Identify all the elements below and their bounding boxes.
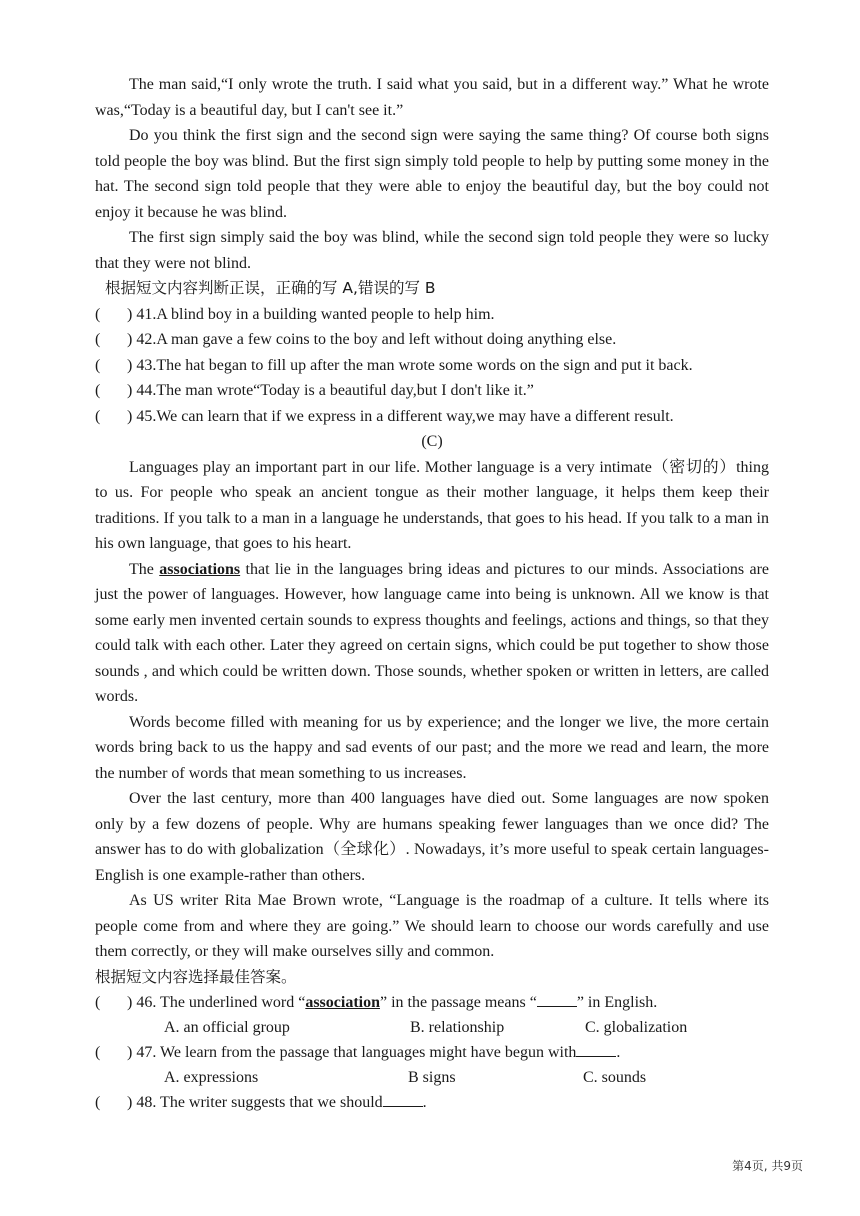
underlined-word: associations bbox=[159, 560, 241, 578]
question-text-part: . bbox=[422, 1094, 427, 1111]
section-title: (C) bbox=[421, 433, 443, 450]
question-text: ) 45.We can learn that if we express in a different way,we may have a different result. bbox=[127, 407, 674, 425]
paragraph bbox=[95, 557, 769, 710]
multiple-choice-instruction: 根据短文内容选择最佳答案。 bbox=[95, 967, 297, 986]
options-47 bbox=[95, 1066, 769, 1091]
paragraph: The man said,“I only wrote the truth. I said what you said, but in a different way.” What he wrote was,“Today is a beautiful day, but I can't see it.” bbox=[95, 76, 769, 119]
paragraph: Over the last century, more than 400 languages have died out. Some languages are now spoken only by a few dozens of people. Why are humans speaking fewer languages than we once did? The answer has to do with globalization（全球化）. Nowadays, it’s more useful to speak certain languages-English is one example-rather than others. bbox=[95, 790, 769, 884]
question-text-part: ” in English. bbox=[576, 994, 658, 1011]
answer-blank bbox=[576, 1042, 616, 1057]
question-text-part: ) 46. The underlined word “ bbox=[127, 994, 306, 1011]
question-text-part: ) 47. We learn from the passage that languages might have begun with bbox=[127, 1044, 577, 1061]
question-text: ) 42.A man gave a few coins to the boy and left without doing anything else. bbox=[127, 331, 617, 348]
answer-blank bbox=[383, 1092, 423, 1107]
paragraph: Words become filled with meaning for us by experience; and the longer we live, the more certain words bring back to us the happy and sad events of our past; and the more we read and learn, the more the number of words that mean something to us increases. bbox=[95, 713, 769, 782]
paragraph: Languages play an important part in our life. Mother language is a very intimate（密切的）thing to us. For people who speak an ancient tongue as their mother language, it helps them keep their traditions. If you talk to a man in a language he understands, that goes to his head. If you talk to a man in his own language, that goes to his heart. bbox=[95, 458, 769, 552]
question-text-part: ) 48. The writer suggests that we should bbox=[127, 1094, 383, 1111]
question-text: ) 41.A blind boy in a building wanted people to help him. bbox=[127, 305, 495, 323]
answer-paren: ( bbox=[95, 382, 101, 399]
answer-paren: ( bbox=[95, 407, 101, 425]
question-47 bbox=[95, 1040, 769, 1066]
answer-paren: ( bbox=[95, 1044, 101, 1061]
question-text: ) 44.The man wrote“Today is a beautiful day,but I don't like it.” bbox=[127, 382, 534, 399]
question-41 bbox=[95, 302, 769, 328]
question-text-part: . bbox=[616, 1044, 621, 1061]
question-48 bbox=[95, 1090, 769, 1116]
option-c: C. globalization bbox=[585, 1019, 688, 1036]
underlined-word: association bbox=[305, 994, 380, 1011]
answer-paren: ( bbox=[95, 994, 101, 1011]
answer-paren: ( bbox=[95, 1094, 101, 1111]
answer-paren: ( bbox=[95, 331, 101, 348]
question-46 bbox=[95, 990, 769, 1016]
question-text: ) 43.The hat began to fill up after the man wrote some words on the sign and put it back. bbox=[127, 356, 693, 374]
question-43 bbox=[95, 353, 769, 379]
answer-paren: ( bbox=[95, 356, 101, 374]
question-44 bbox=[95, 378, 769, 404]
paragraph: The first sign simply said the boy was blind, while the second sign told people they were so lucky that they were not blind. bbox=[95, 229, 769, 272]
option-a: A. an official group bbox=[164, 1019, 290, 1036]
paragraph: Do you think the first sign and the second sign were saying the same thing? Of course both signs told people the boy was blind. But the first sign simply told people to help by putting some money in the hat. The second sign told people that they were able to enjoy the beautiful day, but the boy could not enjoy it because he was blind. bbox=[95, 127, 769, 221]
paragraph-text: that lie in the languages bring ideas and pictures to our minds. Associations are just the power of languages. However, how language came into being is unknown. All we know is that some early men invented certain sounds to express thoughts and feelings, actions and things, so that they could talk with each other. Later they agreed on certain signs, which could be put together to show those sounds , and which could be written down. Those sounds, whether spoken or written in letters, are called words. bbox=[95, 560, 769, 705]
answer-blank bbox=[537, 992, 577, 1007]
option-b: B signs bbox=[408, 1069, 456, 1086]
question-text bbox=[127, 1090, 427, 1116]
question-42 bbox=[95, 327, 769, 353]
answer-paren: ( bbox=[95, 305, 101, 323]
question-text-part: ” in the passage means “ bbox=[380, 994, 537, 1011]
options-46 bbox=[95, 1016, 769, 1041]
option-a: A. expressions bbox=[164, 1069, 259, 1086]
page-number: 第4页, 共9页 bbox=[732, 1159, 803, 1173]
question-45 bbox=[95, 404, 769, 430]
paragraph: As US writer Rita Mae Brown wrote, “Language is the roadmap of a culture. It tells where its people come from and where they are going.” We should learn to choose our words carefully and use them correctly, or they will make ourselves silly and common. bbox=[95, 892, 769, 960]
option-b: B. relationship bbox=[410, 1019, 505, 1036]
page-content bbox=[95, 72, 769, 1116]
question-text bbox=[127, 1040, 620, 1066]
paragraph-text: The bbox=[129, 560, 160, 578]
true-false-instruction: 根据短文内容判断正误，正确的写 A,错误的写 B bbox=[105, 279, 436, 297]
option-c: C. sounds bbox=[583, 1069, 647, 1086]
question-text bbox=[127, 990, 657, 1016]
